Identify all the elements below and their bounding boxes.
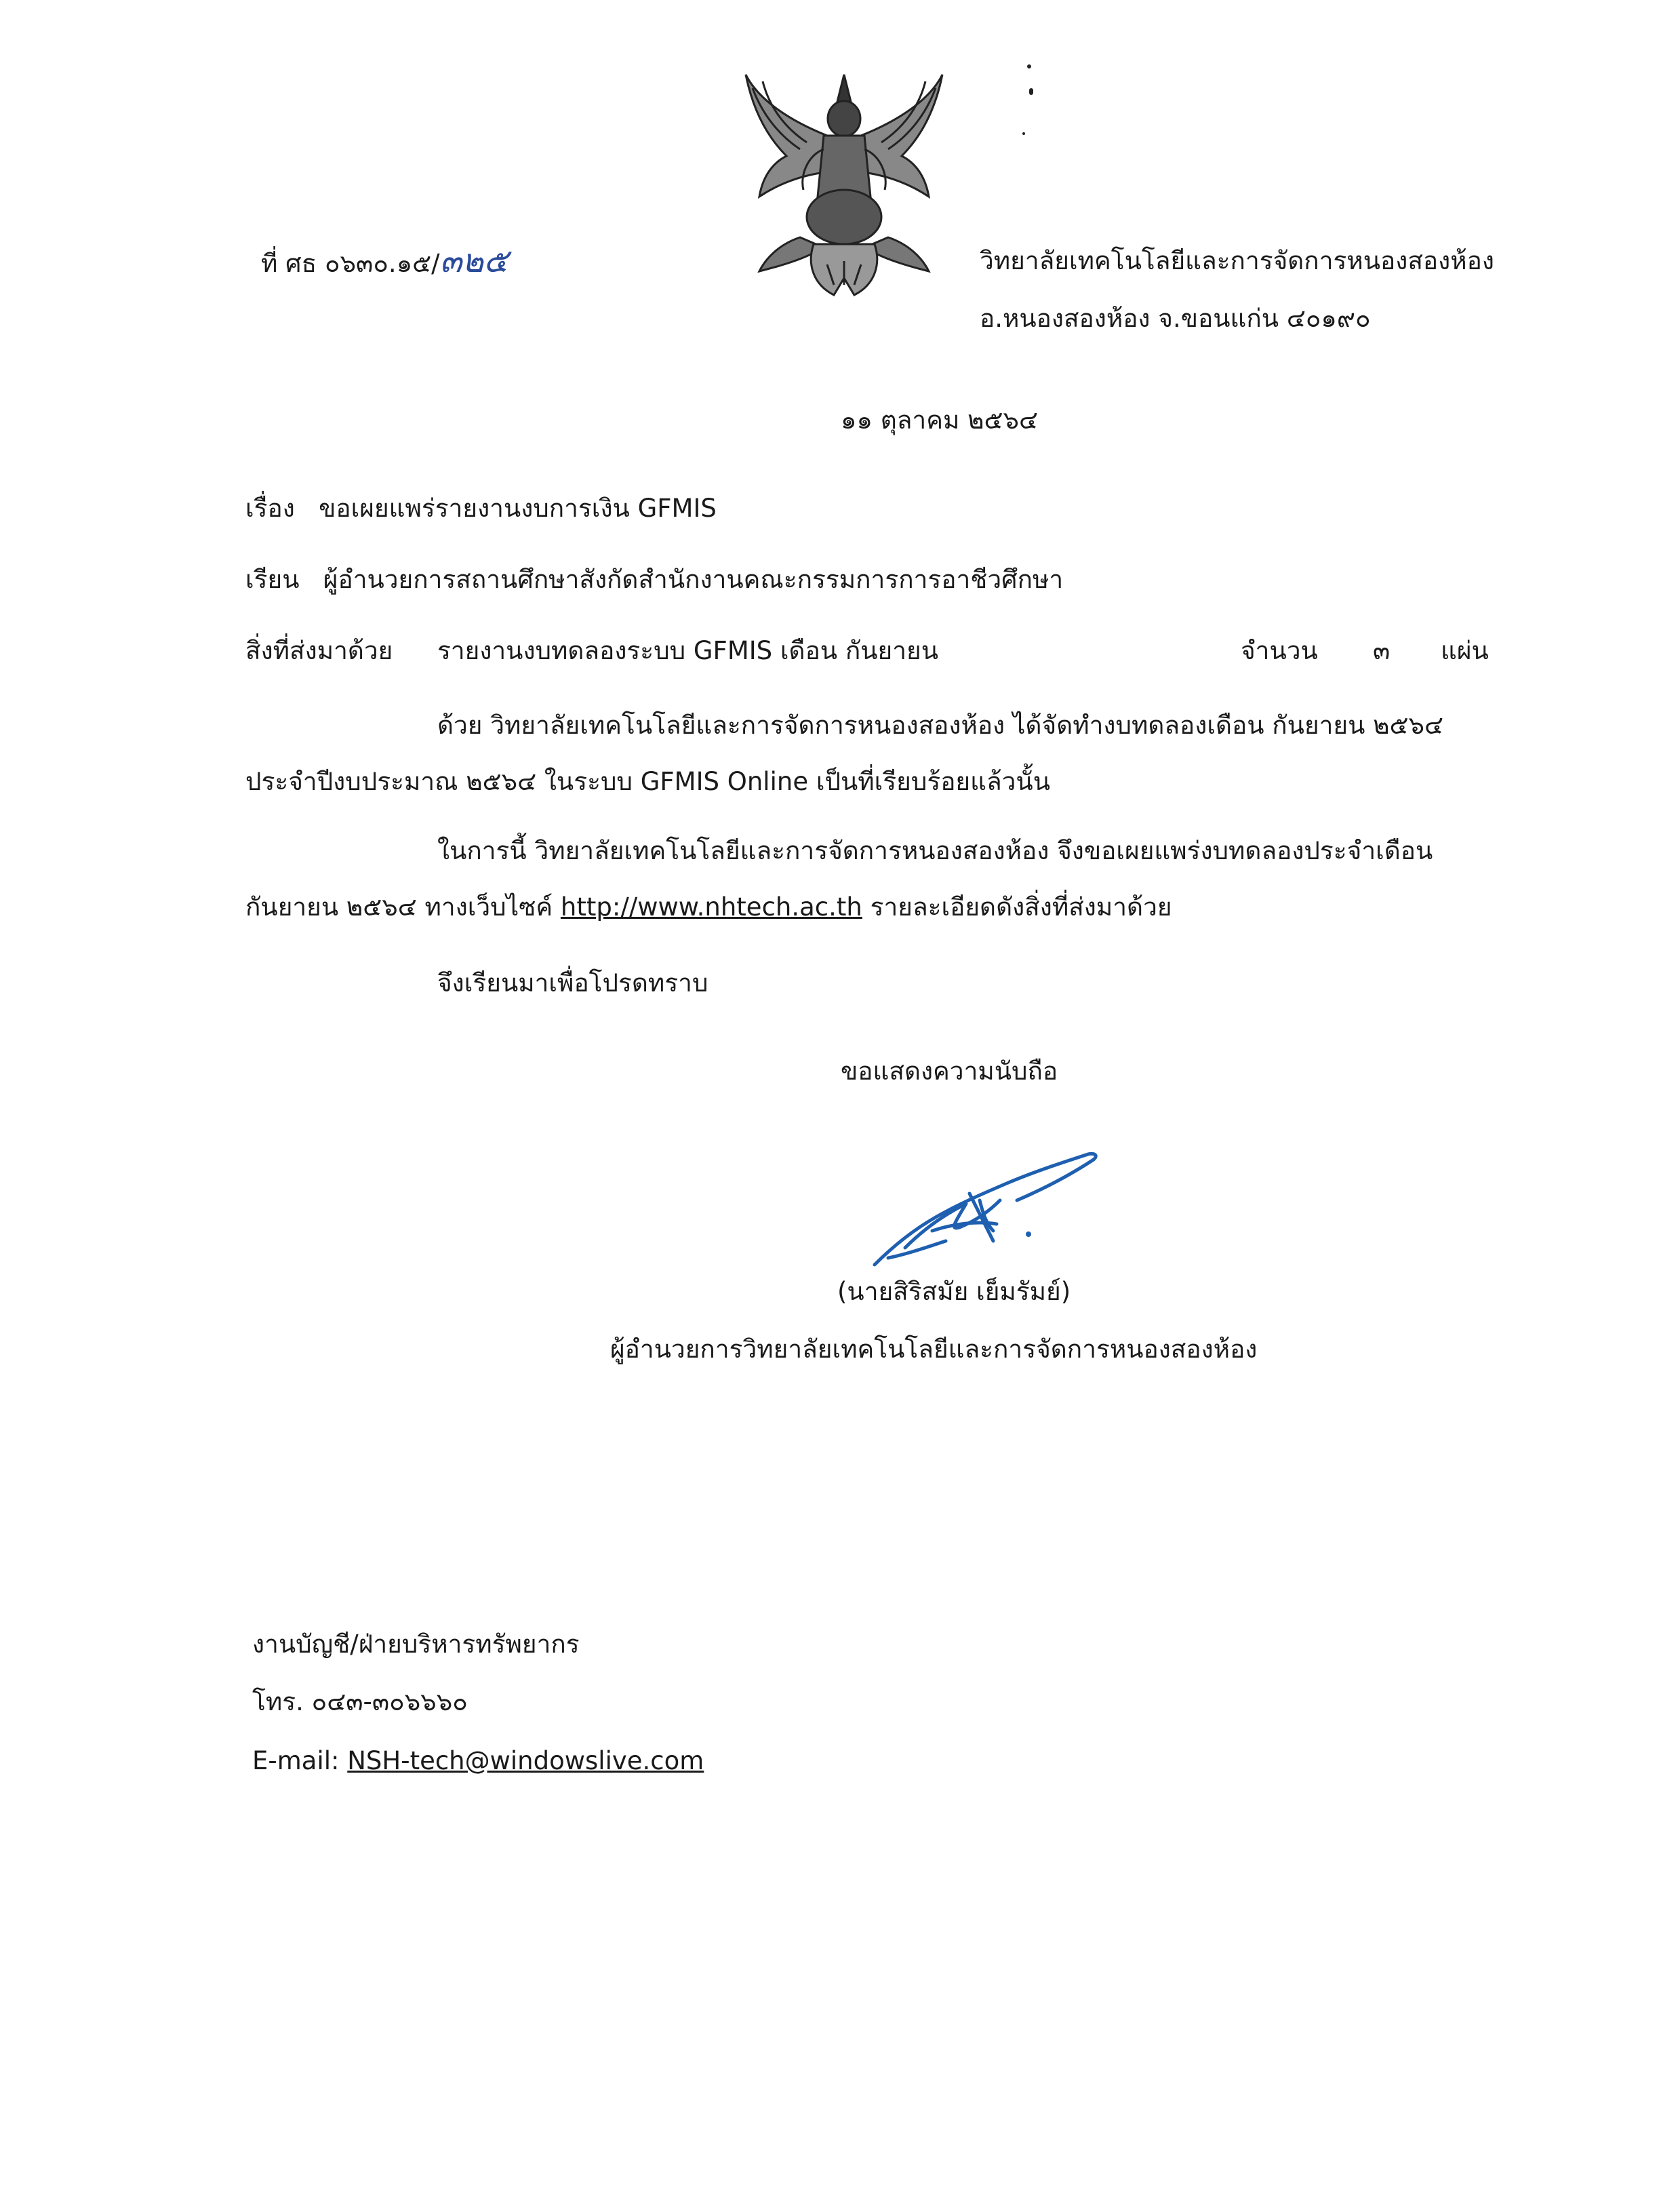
paragraph-2-text-pre: กันยายน ๒๕๖๔ ทางเว็บไซค์ (245, 892, 561, 922)
signatory-position: ผู้อำนวยการวิทยาลัยเทคโนโลยีและการจัดการหนองสองห้อง (610, 1335, 1258, 1364)
letter-date: ๑๑ ตุลาคม ๒๕๖๔ (841, 406, 1038, 435)
footer-department: งานบัญชี/ฝ่ายบริหารทรัพยากร (252, 1630, 580, 1659)
subject-line (245, 492, 717, 526)
subject-text: ขอเผยแพร่รายงานงบการเงิน GFMIS (319, 494, 717, 523)
paragraph-2-line-2 (245, 890, 1172, 924)
recipient-line (245, 563, 1063, 597)
garuda-emblem-icon (732, 61, 956, 305)
paragraph-1-line-2: ประจำปีงบประมาณ ๒๕๖๔ ในระบบ GFMIS Online เป็นที่เรียบร้อยแล้วนั้น (245, 767, 1050, 796)
enclosure-label: สิ่งที่ส่งมาด้วย (245, 636, 393, 665)
paragraph-2-text-post: รายละเอียดดังสิ่งที่ส่งมาด้วย (862, 892, 1172, 922)
scan-speck (1022, 132, 1025, 135)
paragraph-2-line-1: ในการนี้ วิทยาลัยเทคโนโลยีและการจัดการหนองสองห้อง จึงขอเผยแพร่งบทดลองประจำเดือน (437, 836, 1433, 865)
website-link[interactable]: http://www.nhtech.ac.th (560, 892, 862, 922)
reference-prefix: ที่ ศธ ๐๖๓๐.๑๕/ (261, 249, 440, 278)
reference-number (261, 244, 508, 281)
footer-email-label: E-mail: (252, 1746, 348, 1775)
paragraph-1-line-1: ด้วย วิทยาลัยเทคโนโลยีและการจัดการหนองสองห้อง ได้จัดทำงบทดลองเดือน กันยายน ๒๕๖๔ (437, 711, 1444, 740)
handwritten-signature (864, 1146, 1108, 1275)
recipient-text: ผู้อำนวยการสถานศึกษาสังกัดสำนักงานคณะกรรมการการอาชีวศึกษา (323, 565, 1064, 594)
recipient-label: เรียน (245, 565, 300, 594)
footer-phone: โทร. ๐๔๓-๓๐๖๖๖๐ (252, 1687, 468, 1716)
subject-label: เรื่อง (245, 494, 295, 523)
footer-email-link[interactable]: NSH-tech@windowslive.com (347, 1746, 704, 1775)
scan-speck (1029, 88, 1033, 95)
enclosure-unit: แผ่น (1441, 636, 1489, 665)
signatory-name: (นายสิริสมัย เย็มรัมย์) (837, 1277, 1071, 1306)
organization-name: วิทยาลัยเทคโนโลยีและการจัดการหนองสองห้อง (980, 246, 1494, 275)
regards-text: ขอแสดงความนับถือ (841, 1057, 1058, 1086)
organization-address: อ.หนองสองห้อง จ.ขอนแก่น ๔๐๑๙๐ (980, 304, 1371, 333)
scan-speck (1027, 64, 1031, 68)
enclosure-text: รายงานงบทดลองระบบ GFMIS เดือน กันยายน (437, 636, 938, 665)
closing-line: จึงเรียนมาเพื่อโปรดทราบ (437, 968, 708, 998)
enclosure-count: ๓ (1373, 636, 1391, 665)
enclosure-count-label: จำนวน (1241, 636, 1318, 665)
footer-email-line (252, 1744, 704, 1778)
reference-handwritten: ๓๒๕ (439, 242, 508, 280)
